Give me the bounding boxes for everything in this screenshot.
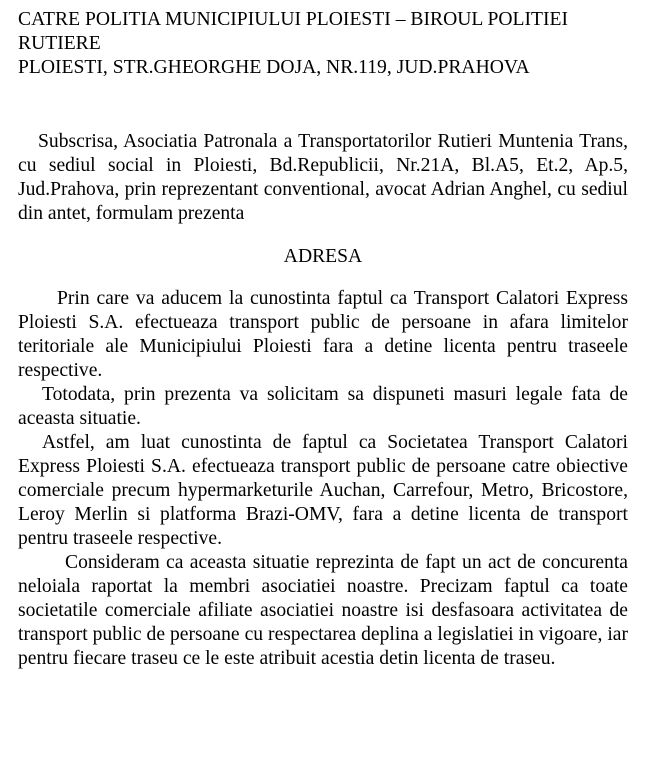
- body-paragraph-3: Astfel, am luat cunostinta de faptul ca Societatea Transport Calatori Express Ploiesti S.A. efectueaza transport public de persoane catre obiective comerciale precum hypermarketurile Auchan, Carrefour, Metro, Bricostore, Leroy Merlin si platforma Brazi-OMV, fara a detine licenta de transport pentru traseele respective.: [18, 432, 628, 549]
- intro-paragraph: Subscrisa, Asociatia Patronala a Transportatorilor Rutieri Muntenia Trans, cu sediul social in Ploiesti, Bd.Republicii, Nr.21A, Bl.A5, Et.2, Ap.5, Jud.Prahova, prin reprezentant conventional, avocat Adrian Anghel, cu sediul din antet, formulam prezenta: [18, 131, 628, 224]
- document-page: [18, 8, 628, 671]
- document-title: ADRESA: [283, 246, 363, 267]
- body-paragraph-1: Prin care va aducem la cunostinta faptul ca Transport Calatori Express Ploiesti S.A. efectueaza transport public de persoane in afara limitelor teritoriale ale Municipiului Ploiesti fara a detine licenta pentru traseele respective.: [18, 288, 628, 381]
- body-paragraph-4: Consideram ca aceasta situatie reprezinta de fapt un act de concurenta neloiala raportat la membri asociatiei noastre. Precizam faptul ca toate societatile comerciale afiliate asociatiei noastre isi desfasoara activitatea de transport public de persoane cu respectarea deplina a legislatiei in vigoare, iar pentru fiecare traseu ce le este atribuit acestia detin licenta de traseu.: [18, 552, 628, 669]
- body-paragraph-2: Totodata, prin prezenta va solicitam sa dispuneti masuri legale fata de aceasta situatie.: [18, 384, 628, 429]
- addressee-line-1: CATRE POLITIA MUNICIPIULUI PLOIESTI – BIROUL POLITIEI: [18, 9, 569, 30]
- addressee-block: [18, 8, 628, 80]
- addressee-line-2: RUTIERE: [18, 33, 101, 54]
- addressee-address: PLOIESTI, STR.GHEORGHE DOJA, NR.119, JUD.PRAHOVA: [18, 57, 530, 78]
